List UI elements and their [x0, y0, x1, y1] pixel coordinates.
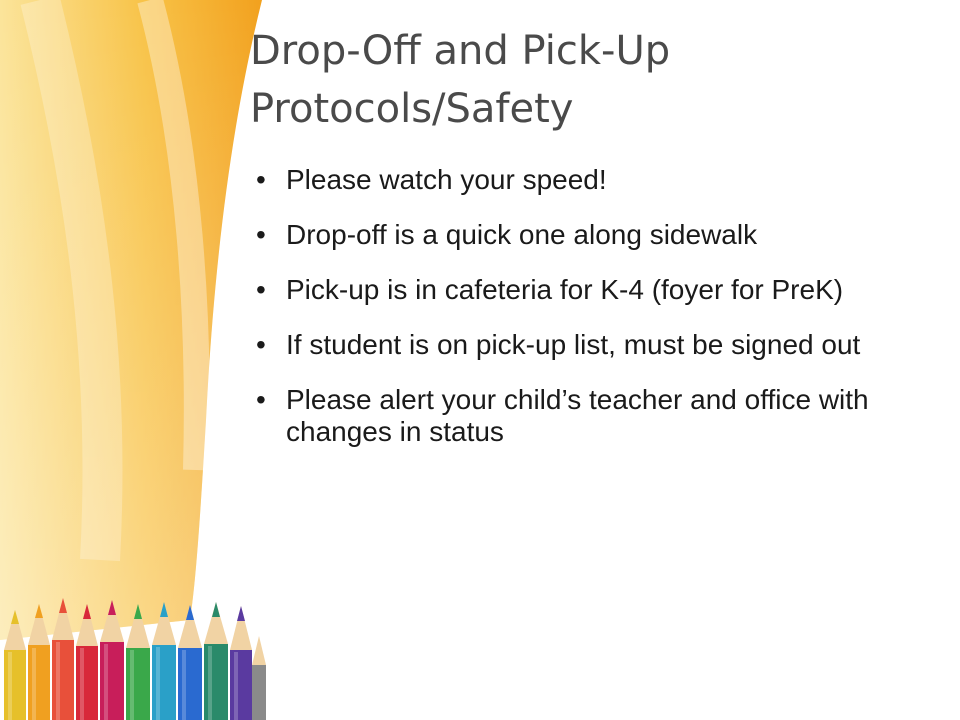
bullet-list	[252, 164, 912, 471]
bullet-item	[252, 329, 912, 361]
bullet-item	[252, 219, 912, 251]
slide-title	[250, 22, 930, 138]
slide-title-line-1: Drop-Off and Pick-Up	[250, 28, 671, 74]
bullet-item	[252, 384, 912, 448]
bullet-icon	[256, 274, 276, 306]
slide-title-line-2: Protocols/Safety	[250, 86, 574, 132]
bullet-text: Please alert your child’s teacher and office with changes in status	[286, 384, 869, 447]
bullet-text: Pick-up is in cafeteria for K-4 (foyer for PreK)	[286, 274, 844, 305]
bullet-icon	[256, 384, 276, 416]
bullet-text: Drop-off is a quick one along sidewalk	[286, 219, 758, 250]
bullet-item	[252, 164, 912, 196]
bullet-icon	[256, 219, 276, 251]
bullet-icon	[256, 164, 276, 196]
bullet-item	[252, 274, 912, 306]
bullet-text: If student is on pick-up list, must be signed out	[286, 329, 861, 360]
bullet-icon	[256, 329, 276, 361]
bullet-text: Please watch your speed!	[286, 164, 607, 195]
